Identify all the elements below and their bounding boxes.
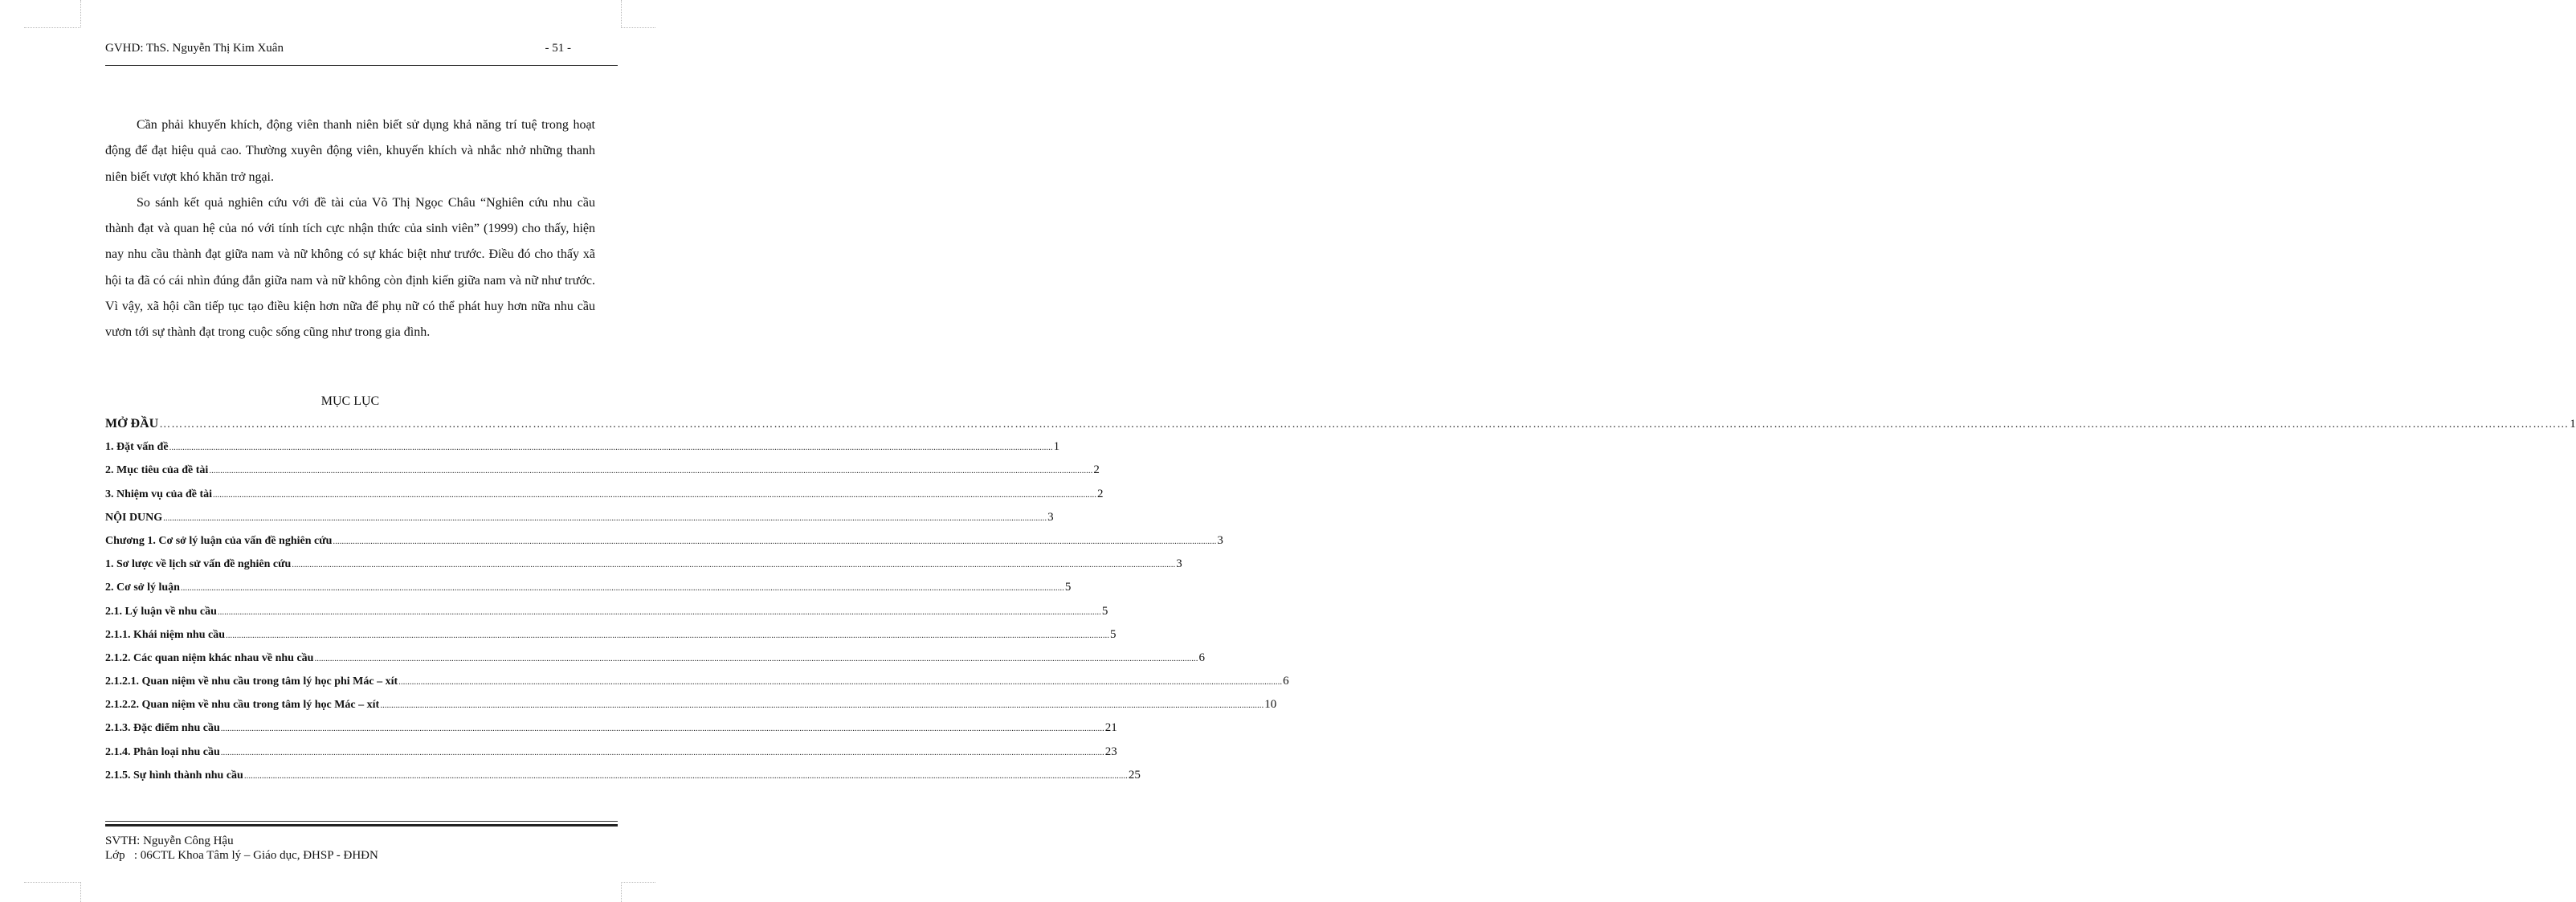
toc-entry	[105, 768, 1141, 792]
toc-leader-dots: ................................................................................................................................................................................................................................................................................................................................................................................................................	[220, 724, 1104, 734]
toc-entry	[105, 510, 1054, 534]
toc-entry-page: 21	[1104, 721, 1117, 735]
toc-entry-page: 5	[1064, 581, 1072, 594]
toc-entry	[105, 675, 1289, 698]
toc-leader-dots: ................................................................................................................................................................................................................................................................................................................................................................................................................	[333, 536, 1217, 546]
toc-entry	[105, 745, 1117, 769]
toc-entry	[105, 533, 1223, 557]
toc-entry-page: 5	[1101, 604, 1108, 618]
page-header	[105, 42, 571, 58]
toc-entry	[105, 440, 1060, 463]
toc-leader-dots: ................................................................................................................................................................................................................................................................................................................................................................................................................	[217, 606, 1101, 617]
toc-entry	[105, 557, 1182, 581]
crop-mark-top-right-h	[621, 27, 655, 28]
toc-entry-page: 3	[1047, 510, 1054, 524]
toc-entry-label: 1. Đặt vấn đề	[105, 441, 169, 454]
class-info: Lớp : 06CTL Khoa Tâm lý – Giáo dục, ĐHSP - ĐHĐN	[105, 849, 378, 862]
toc-leader-dots: ................................................................................................................................................................................................................................................................................................................................................................................................................	[398, 677, 1283, 688]
toc-entry-page: 23	[1104, 745, 1117, 758]
toc-entry-label: Chương 1. Cơ sở lý luận của vấn đề nghiên cứu	[105, 534, 333, 547]
toc-entry-label: 2.1.2.1. Quan niệm về nhu cầu trong tâm lý học phi Mác – xít	[105, 675, 398, 688]
toc-entry-page: 10	[1264, 698, 1277, 712]
toc-entry-label: 2. Mục tiêu của đề tài	[105, 464, 209, 477]
toc-entry	[105, 581, 1072, 604]
page-number: - 51 -	[545, 42, 571, 55]
toc-entry-label: NỘI DUNG	[105, 511, 163, 524]
crop-mark-bottom-left-v	[80, 882, 81, 902]
paragraph: So sánh kết quả nghiên cứu với đề tài của Võ Thị Ngọc Châu “Nghiên cứu nhu cầu thành đạt và quan hệ của nó với tính tích cực nhận thức của sinh viên” (1999) cho thấy, hiện nay nhu cầu thành đạt giữa nam và nữ không có sự khác biệt như trước. Điều đó cho thấy xã hội ta đã có cái nhìn đúng đắn giữa nam và nữ không còn định kiến giữa nam và nữ như trước. Vì vậy, xã hội cần tiếp tục tạo điều kiện hơn nữa để phụ nữ có thể phát huy hơn nữa nhu cầu vươn tới sự thành đạt trong cuộc sống cũng như trong gia đình.	[105, 195, 595, 340]
toc-entry-label: 2. Cơ sở lý luận	[105, 582, 180, 594]
toc-leader-dots: ................................................................................................................................................................................................................................................................................................................................................................................................................	[225, 630, 1109, 640]
toc-entry-label: 2.1.3. Đặc điểm nhu cầu	[105, 722, 220, 735]
toc-entry-page: 6	[1198, 651, 1205, 664]
student-name: SVTH: Nguyễn Công Hậu	[105, 835, 234, 847]
toc-entry-page: 25	[1128, 768, 1141, 782]
toc-entry	[105, 698, 1277, 721]
body-text	[105, 112, 595, 346]
toc-entry-label: 2.1. Lý luận về nhu cầu	[105, 605, 217, 618]
toc-entry-page: 5	[1109, 627, 1117, 641]
toc-leader-dots: ................................................................................................................................................................................................................................................................................................................................................................................................................	[243, 770, 1128, 781]
crop-mark-bottom-right-v	[621, 882, 622, 902]
crop-mark-top-left-h	[24, 27, 80, 28]
toc-leader-dots: ................................................................................................................................................................................................................................................................................................................................................................................................................	[209, 466, 1093, 476]
toc-entry-page: 1	[1053, 440, 1060, 454]
toc-entry-page: 3	[1217, 533, 1223, 547]
header-rule	[105, 65, 618, 66]
toc-entry	[105, 487, 1104, 511]
toc-leader-dots: ................................................................................................................................................................................................................................................................................................................................................................................................................	[163, 512, 1047, 523]
toc-entry	[105, 721, 1117, 745]
paragraph: Cần phải khuyến khích, động viên thanh niên biết sử dụng khả năng trí tuệ trong hoạt động để đạt hiệu quả cao. Thường xuyên động viên, khuyến khích và nhắc nhở những thanh niên biết vượt khó khăn trở ngại.	[105, 118, 595, 184]
toc-entry-label: 2.1.2. Các quan niệm khác nhau về nhu cầu	[105, 651, 314, 664]
footer-rule-thick	[105, 824, 618, 826]
toc-entry	[105, 417, 2576, 440]
toc-entry-label: 3. Nhiệm vụ của đề tài	[105, 488, 212, 500]
toc-entry-page: 2	[1093, 463, 1100, 477]
toc-entry-page: 3	[1176, 557, 1182, 571]
toc-entry-page: 2	[1097, 487, 1104, 500]
toc-leader-dots: ................................................................................................................................................................................................................................................................................................................................................................................................................	[220, 747, 1104, 757]
toc-leader-dots: ................................................................................................................................................................................................................................................................................................................................................................................................................	[213, 489, 1096, 500]
toc-leader-dots: ................................................................................................................................................................................................................................................................................................................................................................................................................	[314, 653, 1198, 663]
toc-entry-page: 1	[2570, 418, 2576, 431]
toc-leader-dots: ................................................................................................................................................................................................................................................................................................................................................................................................................	[292, 560, 1176, 570]
toc-entry-label: MỞ ĐẦU	[105, 417, 159, 431]
footer-rule	[105, 821, 618, 822]
toc-entry-page: 6	[1283, 675, 1289, 688]
toc-entry-label: 1. Sơ lược về lịch sử vấn đề nghiên cứu	[105, 558, 292, 571]
toc-leader-dots: ................................................................................................................................................................................................................................................................................................................................................................................................................	[180, 583, 1064, 594]
crop-mark-bottom-right-h	[621, 882, 655, 883]
toc-entry	[105, 463, 1100, 487]
toc-entry-label: 2.1.1. Khái niệm nhu cầu	[105, 628, 225, 641]
toc-entry-label: 2.1.5. Sự hình thành nhu cầu	[105, 769, 243, 782]
page-footer	[105, 834, 378, 863]
table-of-contents	[105, 417, 2576, 792]
crop-mark-bottom-left-h	[24, 882, 80, 883]
toc-entry	[105, 627, 1117, 651]
toc-entry	[105, 651, 1205, 675]
toc-leader-dots: ................................................................................................................................................................................................................................................................................................................................................................................................................	[380, 700, 1264, 711]
toc-entry	[105, 604, 1108, 628]
crop-mark-top-left-v	[80, 0, 81, 27]
supervisor-name: GVHD: ThS. Nguyễn Thị Kim Xuân	[105, 42, 284, 55]
crop-mark-top-right-v	[621, 0, 622, 27]
toc-title: MỤC LỤC	[320, 394, 380, 408]
toc-leader-dots: ................................................................................................................................................................................................................................................................................................................................................................................................................	[169, 443, 1053, 453]
toc-entry-label: 2.1.2.2. Quan niệm về nhu cầu trong tâm lý học Mác – xít	[105, 699, 380, 712]
toc-entry-label: 2.1.4. Phân loại nhu cầu	[105, 745, 220, 758]
toc-leader-dots: ……………………………………………………………………………………………………………………………………………………………………………………………………………………………………………………………………………………………………………………………………………………………………………………………………………………………………………………………………………………………………………………………………………………	[159, 418, 2570, 431]
